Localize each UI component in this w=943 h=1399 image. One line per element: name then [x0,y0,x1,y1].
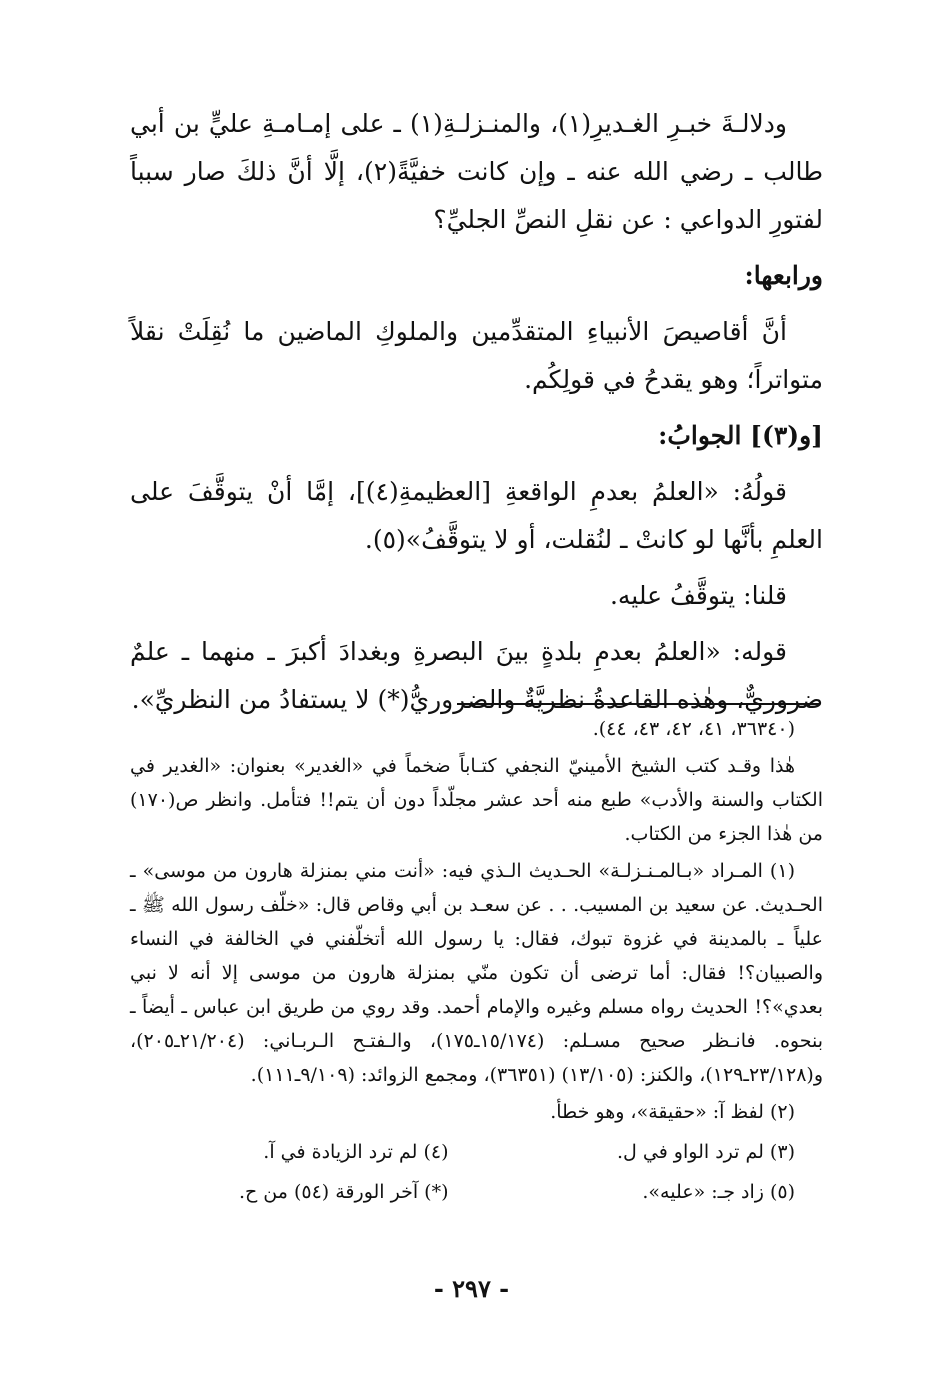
page-number: - ٢٩٧ - [433,1274,510,1303]
paragraph-we-said: قلنا: يتوقَّفُ عليه. [609,581,787,610]
heading-fourth: ورابعها: [744,261,823,290]
footnote-2: (٢) لفظ آ: «حقيقة»، وهو خطأ. [550,1101,795,1123]
paragraph-prophets-stories: أنَّ أقاصيصَ الأنبياءِ المتقدِّمين والملوكِ الماضين ما نُقِلَتْ نقلاً متواتراً؛ وهو يقدحُ في قولِكُم. [130,317,823,394]
footnote-star: (*) آخر الورقة (٥٤) من ح. [238,1181,449,1203]
footnote-divider [457,703,819,705]
footnote-ghadir-book: هٰذا وقـد كتب الشيخ الأمينيّ النجفي كتـاباً ضخماً في «الغدير» بعنوان: «الغدير في الكتاب والسنة والأدب» طبع منه أحد عشر مجلّداً دون أن يتم!! فتأمل. وانظر ص(١٧٠) من هٰذا الجزء من الكتاب. [130,755,823,845]
footnote-5: (٥) زاد جـ: «عليه». [642,1181,795,1203]
footnote-3: (٣) لم ترد الواو في ل. [616,1141,795,1163]
heading-answer: [و(٣)] الجوابُ: [658,421,823,450]
footnotes [130,712,823,1209]
footnote-row [130,1175,823,1209]
footnote-4: (٤) لم ترد الزيادة في آ. [263,1141,449,1163]
paragraph-knowledge-event: قولُهُ: «العلمُ بعدمِ الواقعةِ [العظيمةِ(٤)]، إمَّا أنْ يتوقَّفَ على العلمِ بأنَّها لو كانتْ ـ لنُقلت، أو لا يتوقَّفُ»(٥). [130,477,823,554]
footnote-continuation: (٣٦٣٤٠، ٤١، ٤٢، ٤٣، ٤٤). [592,718,795,740]
paragraph-ghadir: ودلالـةَ خبـرِ الغـديرِ(١)، والمنـزلـةِ(١) ـ على إمـامـةِ عليٍّ بن أبي طالب ـ رضي الله عنه ـ وإن كانت خفيَّةً(٢)، إلَّا أنَّ ذلكَ صار سبباً لفتورِ الدواعي : عن نقلِ النصِّ الجليِّ؟ [130,109,823,234]
main-text [130,100,823,724]
footnote-1: (١) المـراد «بـالمـنـزلـة» الحـديث الـذي فيه: «أنت مني بمنزلة هارون من موسى» ـ الحـديث. عن سعيد بن المسيب. . . عن سعـد بن أبي وقاص قال: «خلّف رسول الله ﷺ ـ علياً ـ بالمدينة في غزوة تبوك، فقال: يا رسول الله أتخلّفني في الخالفة في النساء والصبيان؟! فقال: أما ترضى أن تكون منّي بمنزلة هارون من موسى إلا أنه لا نبي بعدي»؟! الحديث رواه مسلم وغيره والإمام أحمد. وقد روي من طريق ابن عباس ـ أيضاً ـ بنحوه. فانـظر صحيح مسـلم: (١٥/١٧٤ـ١٧٥)، والـفتـح الـربـاني: (٢١/٢٠٤ـ٢٠٥)، و(٢٣/١٢٨ـ١٢٩)، والكنز: (١٣/١٠٥) (٣٦٣٥١)، ومجمع الزوائد: (٩/١٠٩ـ١١١). [130,860,824,1086]
footnote-row [130,1135,823,1169]
paragraph-basra-baghdad: قوله: «العلمُ بعدمِ بلدةٍ بينَ البصرةِ وبغدادَ أكبرَ ـ منهما ـ علمٌ ضروريٌّ، وهٰذه القاعدةُ نظريَّةٌ والضروريُّ(*) لا يستفادُ من النظريِّ». [130,637,823,714]
